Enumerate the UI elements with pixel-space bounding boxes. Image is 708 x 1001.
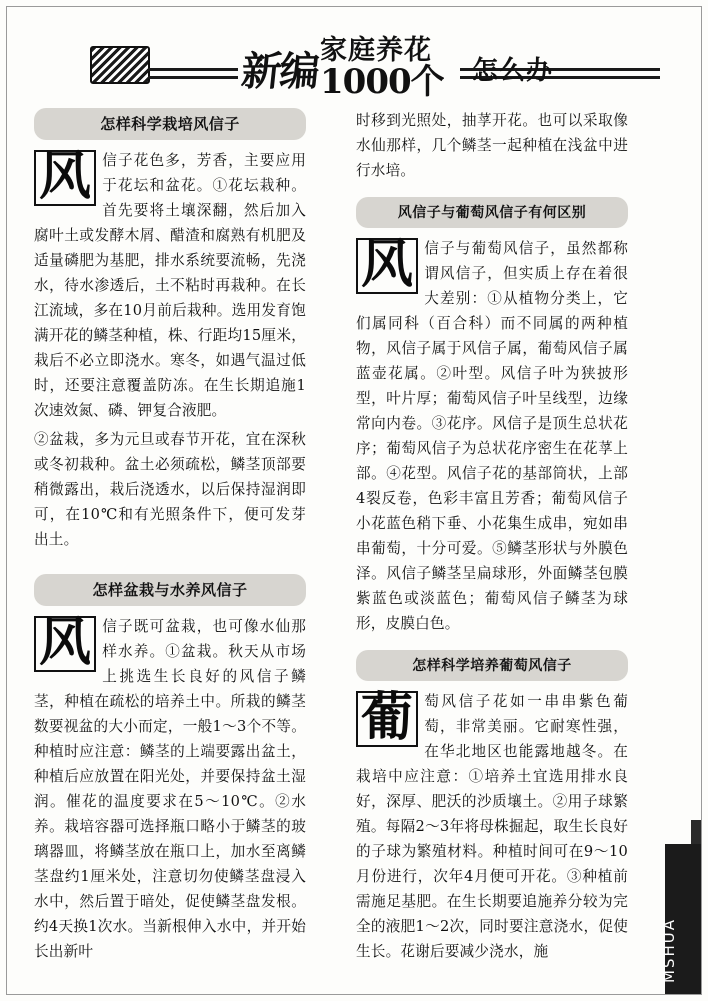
dropcap-3: 风 <box>356 238 418 294</box>
book-title-main: 家庭养花 <box>320 35 432 66</box>
book-title-new: 新编 <box>239 48 321 95</box>
left-column <box>34 108 306 960</box>
paragraph: 信子既可盆栽，也可像水仙那样水养。①盆栽。秋天从市场上挑选生长良好的风信子鳞茎，种植在疏松的培养土中。所栽的鳞茎数要视盆的大小而定，一般1～3个不等。种植时应注意：鳞茎的上端要露出盆土，种植后应放置在阳光处，并要保持盆土湿润。催花的温度要求在5～10℃。②水养。栽培容器可选择瓶口略小于鳞茎的玻璃器皿，将鳞茎放在瓶口上，加水至离鳞茎盘约1厘米处，注意切勿使鳞茎盘浸入水中，然后置于暗处，促使鳞茎盘发根。约4天换1次水。当新根伸入水中，并开始长出新叶 <box>34 618 306 960</box>
right-column <box>356 108 628 960</box>
paragraph: 萄风信子花如一串串紫色葡萄，非常美丽。它耐寒性强，在华北地区也能露地越冬。在栽培中应注意：①培养土宜选用排水良好，深厚、肥沃的沙质壤土。②用子球繁殖。每隔2～3年将母株掘起，取生长良好的子球为繁殖材料。种植时间可在9～10月份进行，次年4月便可开花。③种植前需施足基肥。在生长期要追施养分较为完全的液肥1～2次，同时要注意浇水，促使生长。花谢后要减少浇水，施 <box>356 693 628 960</box>
continuation-text <box>356 108 628 183</box>
section-body-2 <box>34 614 306 964</box>
section-heading-2: 怎样盆栽与水养风信子 <box>34 574 306 606</box>
paragraph: ②盆栽，多为元旦或春节开花，宜在深秋或冬初栽种。盆土必须疏松，鳞茎顶部要稍微露出，栽后浇透水，以后保持湿润即可，在10℃和有光照条件下，便可发芽出土。 <box>34 431 306 548</box>
emblem-icon <box>90 46 150 84</box>
section-heading-1: 怎样科学栽培风信子 <box>34 108 306 140</box>
section-heading-3: 风信子与葡萄风信子有何区别 <box>356 197 628 228</box>
section-body-1 <box>34 148 306 552</box>
paragraph: 时移到光照处，抽莩开花。也可以采取像水仙那样，几个鳞茎一起种植在浅盆中进行水培。 <box>356 112 628 179</box>
paragraph: 信子与葡萄风信子，虽然都称谓风信子，但实质上存在着很大差别：①从植物分类上，它们属同科（百合科）而不同属的两种植物，风信子属于风信子属，葡萄风信子属蓝壶花属。②叶型。风信子叶为狭披形型，叶片厚；葡萄风信子叶呈线型，边缘常向内卷。③花序。风信子是顶生总状花序；葡萄风信子为总状花序密生在花莩上部。④花型。风信子花的基部筒状，上部4裂反卷，色彩丰富且芳香；葡萄风信子小花蓝色稍下垂、小花集生成串，宛如串串葡萄，十分可爱。⑤鳞茎形状与外膜色泽。风信子鳞茎呈扁球形，外面鳞茎包膜紫蓝色或淡蓝色；葡萄风信子鳞茎为球形，皮膜白色。 <box>356 240 628 632</box>
book-title-how: 怎么办 <box>472 56 554 86</box>
section-heading-4: 怎样科学培养葡萄风信子 <box>356 650 628 681</box>
masthead-rule-left <box>148 68 238 79</box>
dropcap-1: 风 <box>34 150 96 206</box>
dropcap-2: 风 <box>34 616 96 672</box>
book-title-number: 1000个 <box>320 62 444 102</box>
side-tab-label: MSHUA <box>660 918 678 983</box>
section-body-3 <box>356 236 628 636</box>
paragraph: 信子花色多，芳香，主要应用于花坛和盆花。①花坛栽种。首先要将土壤深翻，然后加入腐叶土或发酵木屑、醋渣和腐熟有机肥及适量磷肥为基肥，排水系统要流畅，先浇水，待水渗透后，土不粘时再栽种。在长江流域，多在10月前后栽种。选用发育饱满开花的鳞茎种植，株、行距均15厘米，栽后不必立即浇水。寒冬，如遇气温过低时，还要注意覆盖防冻。在生长期追施1次速效氮、磷、钾复合液肥。 <box>34 152 306 419</box>
masthead <box>20 35 660 102</box>
dropcap-4: 葡 <box>356 691 418 747</box>
section-body-4 <box>356 689 628 964</box>
